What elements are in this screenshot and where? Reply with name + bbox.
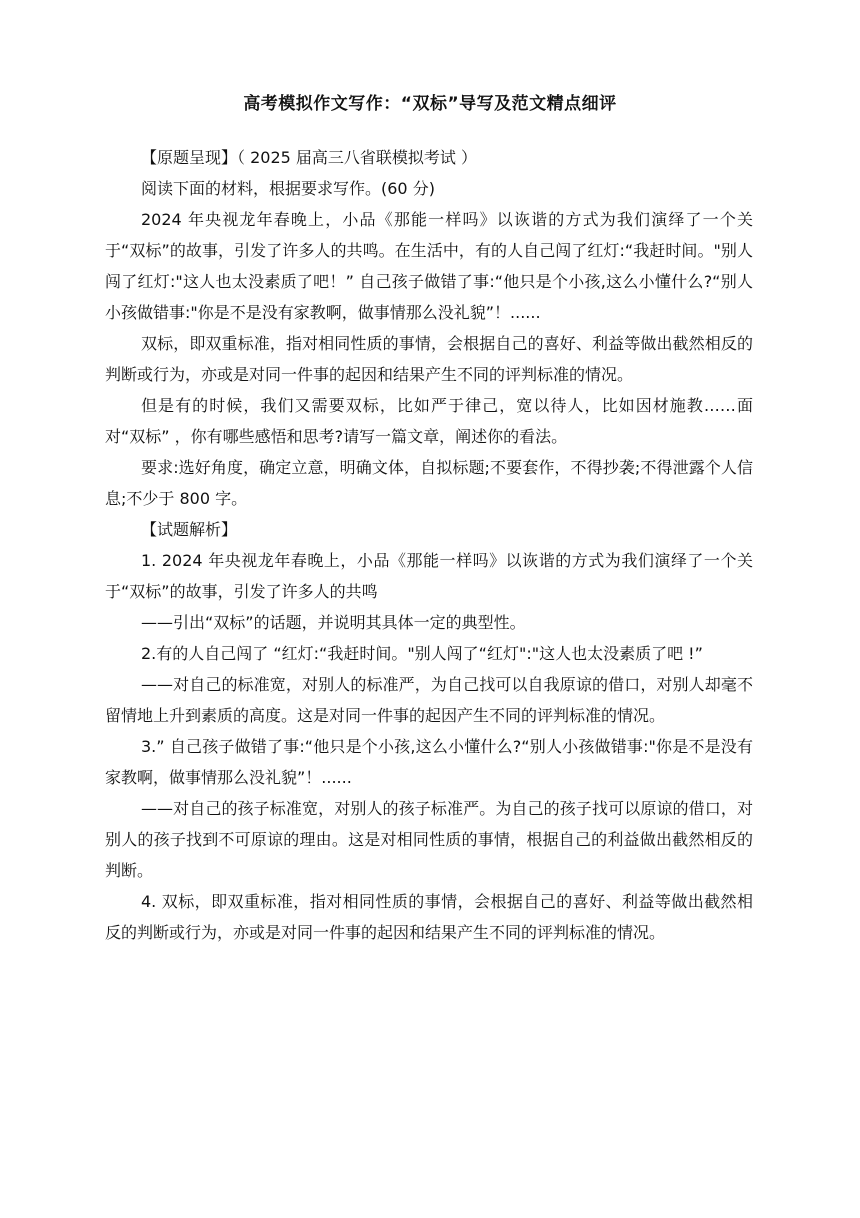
analysis-point-4: 4. 双标，即双重标准，指对相同性质的事情，会根据自己的喜好、利益等做出截然相反的判断或行为，亦或是对同一件事的起因和结果产生不同的评判标准的情况。: [105, 892, 753, 942]
source-line: 【原题呈现】（ 2025 届高三八省联模拟考试 ）: [141, 148, 477, 167]
document-title: 高考模拟作文写作：“双标”导写及范文精点细评: [243, 94, 617, 114]
analysis-heading: 【试题解析】: [141, 520, 238, 539]
prompt-paragraph: 但是有的时候，我们又需要双标，比如严于律己，宽以待人，比如因材施教……面对“双标” ，你有哪些感悟和思考?请写一篇文章，阐述你的看法。: [105, 396, 753, 446]
instruction-line: 阅读下面的材料，根据要求写作。(60 分): [141, 179, 435, 198]
analysis-point-1: 1. 2024 年央视龙年春晚上，小品《那能一样吗》以诙谐的方式为我们演绎了一个关于“双标”的故事，引发了许多人的共鸣: [105, 551, 753, 601]
definition-paragraph: 双标，即双重标准，指对相同性质的事情，会根据自己的喜好、利益等做出截然相反的判断或行为，亦或是对同一件事的起因和结果产生不同的评判标准的情况。: [105, 334, 753, 384]
analysis-comment-1: ——引出“双标”的话题，并说明其具体一定的典型性。: [141, 613, 526, 632]
analysis-comment-2: ——对自己的标准宽，对别人的标准严，为自己找可以自我原谅的借口，对别人却毫不留情地上升到素质的高度。这是对同一件事的起因产生不同的评判标准的情况。: [105, 675, 753, 725]
requirements-paragraph: 要求:选好角度，确定立意，明确文体，自拟标题;不要套作，不得抄袭;不得泄露个人信息;不少于 800 字。: [105, 458, 753, 508]
analysis-point-2: 2.有的人自己闯了 “红灯:“我赶时间。"别人闯了“红灯":"这人也太没素质了吧 !”: [141, 644, 703, 663]
document-body: [105, 142, 753, 948]
analysis-point-3: 3.” 自己孩子做错了事:“他只是个小孩,这么小懂什么?“别人小孩做错事:"你是不是没有家教啊，做事情那么没礼貌”！......: [105, 737, 753, 787]
analysis-comment-3: ——对自己的孩子标准宽，对别人的孩子标准严。为自己的孩子找可以原谅的借口，对别人的孩子找到不可原谅的理由。这是对相同性质的事情，根据自己的利益做出截然相反的判断。: [105, 799, 753, 880]
material-paragraph: 2024 年央视龙年春晚上，小品《那能一样吗》以诙谐的方式为我们演绎了一个关于“双标”的故事，引发了许多人的共鸣。在生活中，有的人自己闯了红灯:“我赶时间。"别人闯了红灯:"这人也太没素质了吧！” 自己孩子做错了事:“他只是个小孩,这么小懂什么?“别人小孩做错事:"你是不是没有家教啊，做事情那么没礼貌”！......: [105, 210, 753, 322]
